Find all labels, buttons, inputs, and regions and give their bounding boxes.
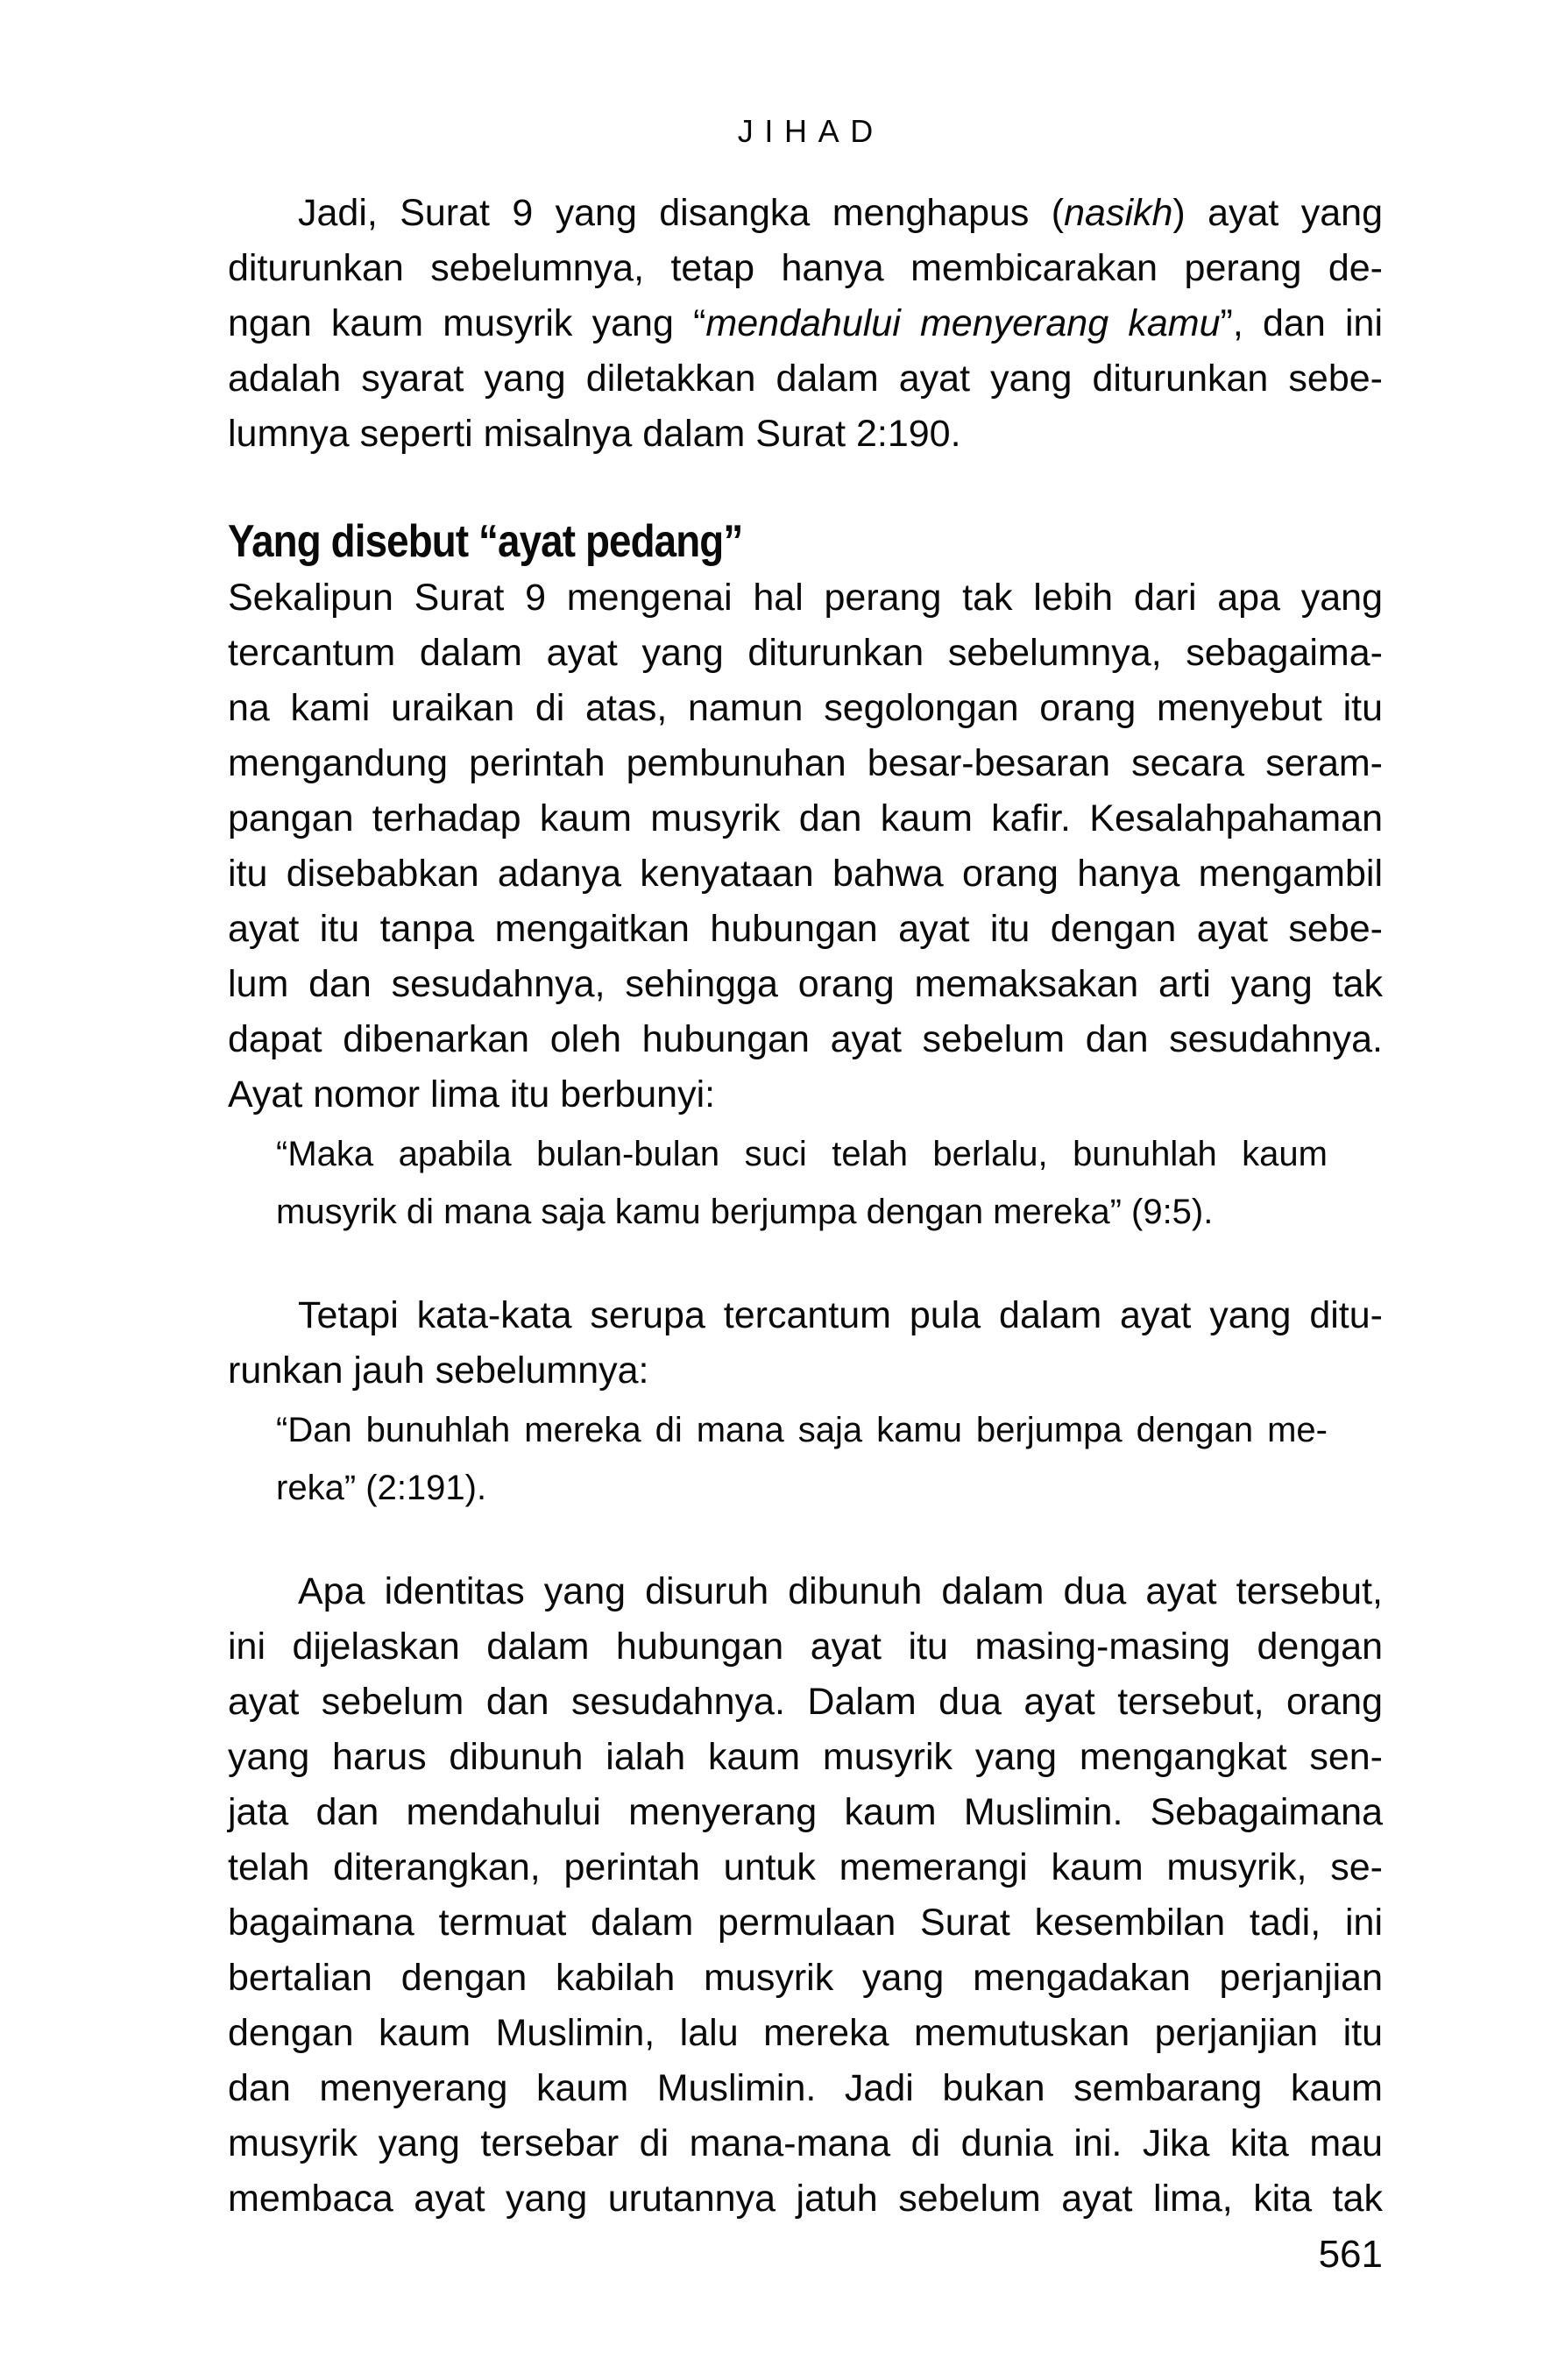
text-line: itu disebabkan adanya kenyataan bahwa orang hanya mengambil bbox=[228, 853, 1383, 895]
italic-text: mendahului menyerang kamu bbox=[705, 302, 1221, 344]
text-line: na kami uraikan di atas, namun segolongan orang menyebut itu bbox=[228, 687, 1383, 729]
text-line: musyrik di mana saja kamu berjumpa dengan mereka” (9:5). bbox=[276, 1193, 1214, 1231]
text-line: diturunkan sebelumnya, tetap hanya membicarakan perang de- bbox=[228, 247, 1383, 289]
text-line: Sekalipun Surat 9 mengenai hal perang tak lebih dari apa yang bbox=[228, 577, 1383, 619]
text-line: Tetapi kata-kata serupa tercantum pula dalam ayat yang ditu- bbox=[298, 1294, 1383, 1336]
text-segment: ngan kaum musyrik yang “ bbox=[228, 302, 706, 344]
quote-block bbox=[276, 1125, 1328, 1241]
text-line: dengan kaum Muslimin, lalu mereka memutuskan perjanjian itu bbox=[228, 2012, 1383, 2054]
text-line: reka” (2:191). bbox=[276, 1469, 487, 1507]
text-line: membaca ayat yang urutannya jatuh sebelum ayat lima, kita tak bbox=[228, 2178, 1383, 2220]
text-line: ini dijelaskan dalam hubungan ayat itu masing-masing dengan bbox=[228, 1626, 1383, 1668]
quote-block bbox=[276, 1401, 1328, 1517]
text-line: mengandung perintah pembunuhan besar-besaran secara seram- bbox=[228, 742, 1383, 784]
text-line: adalah syarat yang diletakkan dalam ayat yang diturunkan sebe- bbox=[228, 358, 1383, 400]
text-line: “Dan bunuhlah mereka di mana saja kamu berjumpa dengan me- bbox=[276, 1411, 1328, 1449]
page-number: 561 bbox=[1318, 2233, 1383, 2276]
paragraph bbox=[228, 570, 1383, 1123]
text-line: telah diterangkan, perintah untuk memerangi kaum musyrik, se- bbox=[228, 1846, 1383, 1888]
text-line: bagaimana termuat dalam permulaan Surat kesembilan tadi, ini bbox=[228, 1902, 1383, 1944]
text-line: Apa identitas yang disuruh dibunuh dalam dua ayat tersebut, bbox=[298, 1570, 1383, 1612]
text-segment: ) ayat yang bbox=[1172, 192, 1383, 234]
text-line bbox=[228, 296, 1383, 351]
paragraph bbox=[228, 1288, 1383, 1399]
text-column bbox=[228, 186, 1383, 2227]
section-heading: Yang disebut “ayat pedang” bbox=[228, 516, 743, 567]
text-line bbox=[228, 186, 1383, 241]
text-line: ayat sebelum dan sesudahnya. Dalam dua ayat tersebut, orang bbox=[228, 1681, 1383, 1723]
text-segment: Jadi, Surat 9 yang disangka menghapus ( bbox=[298, 192, 1065, 234]
text-line: jata dan mendahului menyerang kaum Muslimin. Sebagaimana bbox=[228, 1791, 1383, 1833]
text-line: tercantum dalam ayat yang diturunkan sebelumnya, sebagaima- bbox=[228, 632, 1383, 674]
paragraph bbox=[228, 186, 1383, 462]
text-line: ayat itu tanpa mengaitkan hubungan ayat itu dengan ayat sebe- bbox=[228, 908, 1383, 950]
running-head: JIHAD bbox=[737, 113, 884, 149]
text-line: dan menyerang kaum Muslimin. Jadi bukan sembarang kaum bbox=[228, 2067, 1383, 2109]
text-line: runkan jauh sebelumnya: bbox=[228, 1349, 649, 1392]
text-line: musyrik yang tersebar di mana-mana di dunia ini. Jika kita mau bbox=[228, 2122, 1383, 2164]
italic-text: nasikh bbox=[1064, 192, 1173, 234]
text-line: pangan terhadap kaum musyrik dan kaum kafir. Kesalahpahaman bbox=[228, 797, 1383, 839]
text-line: “Maka apabila bulan-bulan suci telah berlalu, bunuhlah kaum bbox=[276, 1135, 1328, 1173]
text-line: dapat dibenarkan oleh hubungan ayat sebelum dan sesudahnya. bbox=[228, 1018, 1383, 1060]
paragraph bbox=[228, 1564, 1383, 2227]
text-line: yang harus dibunuh ialah kaum musyrik yang mengangkat sen- bbox=[228, 1736, 1383, 1778]
text-segment: ”, dan ini bbox=[1220, 302, 1383, 344]
text-line: bertalian dengan kabilah musyrik yang mengadakan perjanjian bbox=[228, 1957, 1383, 1999]
text-line: lumnya seperti misalnya dalam Surat 2:190. bbox=[228, 413, 961, 455]
text-line: lum dan sesudahnya, sehingga orang memaksakan arti yang tak bbox=[228, 963, 1383, 1005]
text-line: Ayat nomor lima itu berbunyi: bbox=[228, 1073, 716, 1116]
